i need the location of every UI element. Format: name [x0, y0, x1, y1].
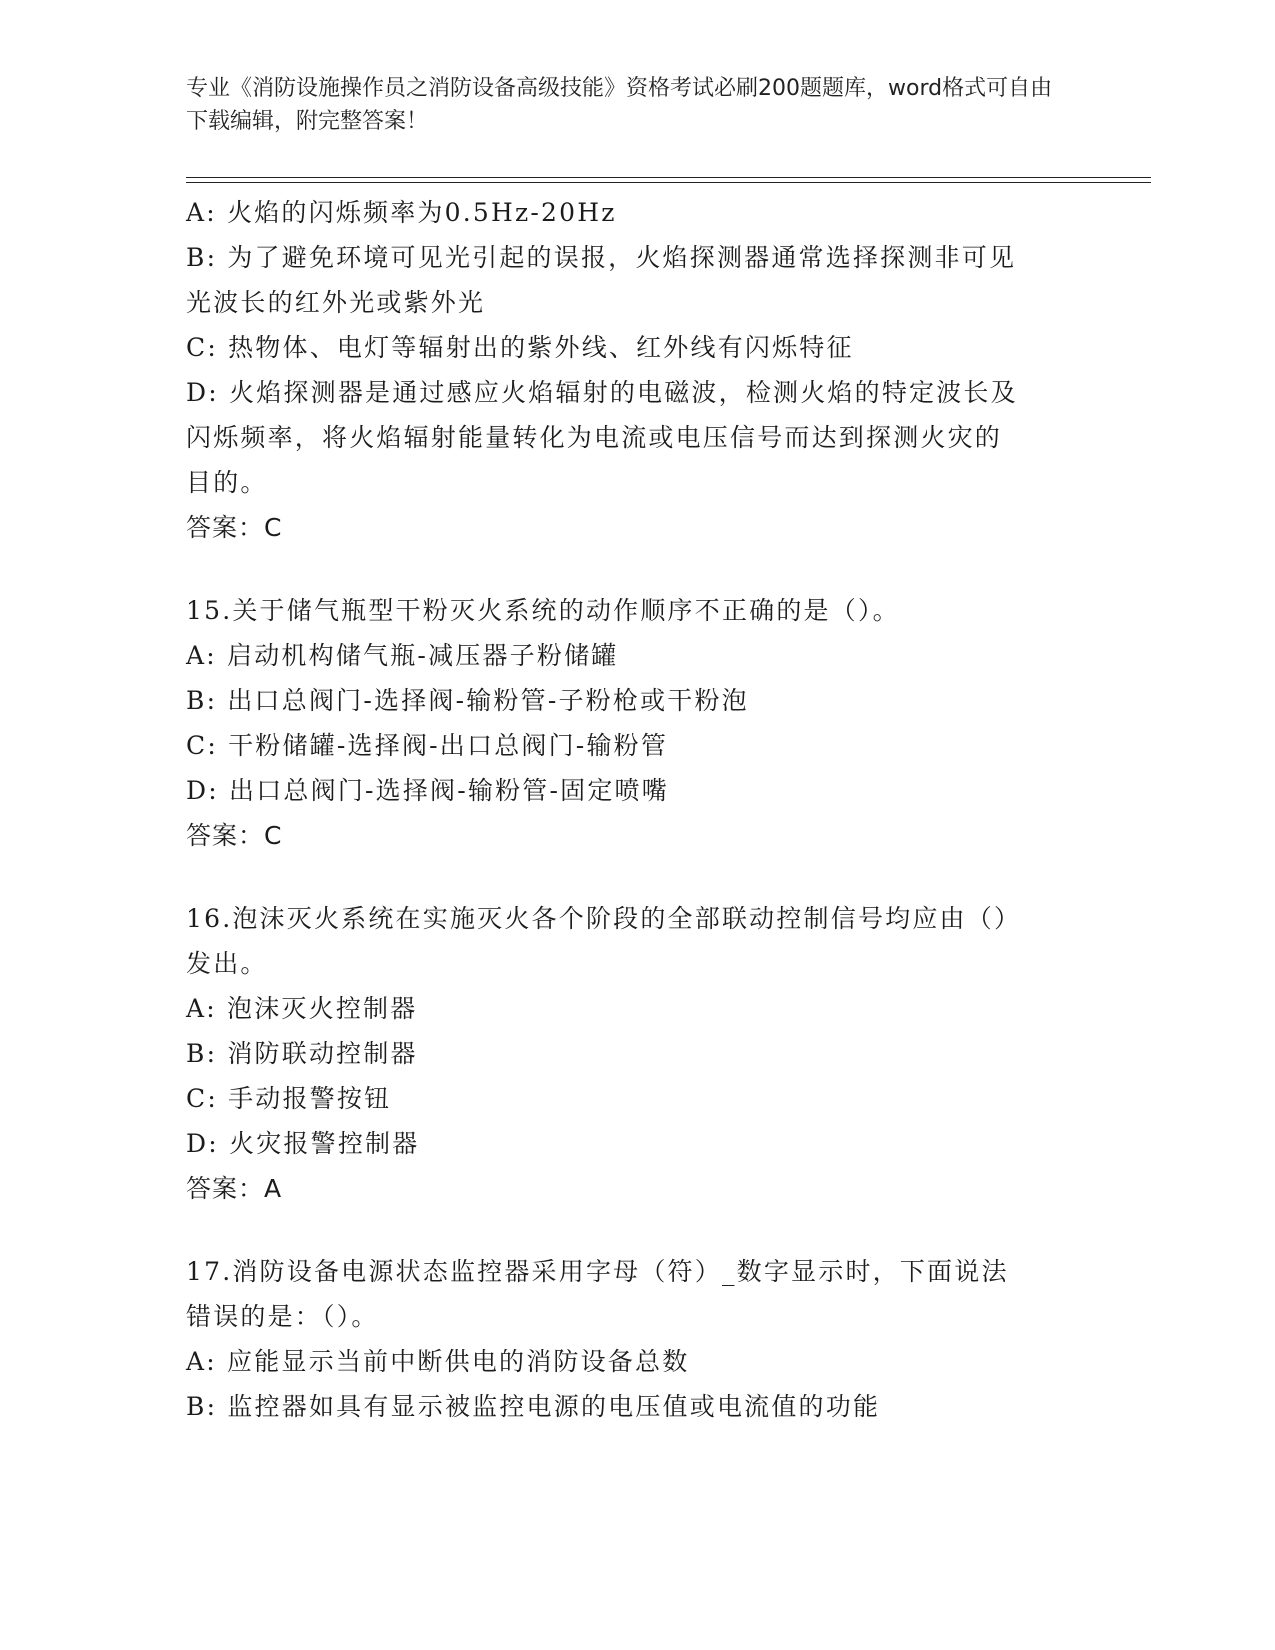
option-b-line-1: B: 为了避免环境可见光引起的误报，火焰探测器通常选择探测非可见 — [186, 243, 1017, 272]
question-stem-line-2: 错误的是：（）。 — [186, 1302, 379, 1331]
option-a: A: 火焰的闪烁频率为0.5Hz-20Hz — [186, 198, 617, 227]
header-rule-top — [186, 177, 1151, 178]
option-a: A: 启动机构储气瓶-减压器子粉储罐 — [186, 641, 619, 670]
answer-label: 答案：A — [186, 1174, 283, 1203]
option-c: C: 手动报警按钮 — [186, 1084, 392, 1113]
option-c: C: 干粉储罐-选择阀-出口总阀门-输粉管 — [186, 731, 669, 760]
option-d-line-3: 目的。 — [186, 468, 268, 497]
option-a: A: 泡沫灭火控制器 — [186, 994, 418, 1023]
question-16 — [186, 896, 1086, 1211]
answer-label: 答案：C — [186, 513, 283, 542]
spacer — [186, 858, 1086, 896]
question-stem-line-1: 16.泡沫灭火系统在实施灭火各个阶段的全部联动控制信号均应由（） — [186, 904, 1022, 933]
question-15 — [186, 588, 1086, 858]
spacer — [186, 550, 1086, 588]
question-14-fragment — [186, 190, 1086, 550]
option-d: D: 出口总阀门-选择阀-输粉管-固定喷嘴 — [186, 776, 669, 805]
question-17 — [186, 1249, 1086, 1429]
option-d-line-2: 闪烁频率，将火焰辐射能量转化为电流或电压信号而达到探测火灾的 — [186, 423, 1003, 452]
option-a: A: 应能显示当前中断供电的消防设备总数 — [186, 1347, 690, 1376]
question-stem: 15.关于储气瓶型干粉灭火系统的动作顺序不正确的是（）。 — [186, 596, 900, 625]
option-c: C: 热物体、电灯等辐射出的紫外线、红外线有闪烁特征 — [186, 333, 854, 362]
question-stem-line-2: 发出。 — [186, 949, 268, 978]
option-b: B: 出口总阀门-选择阀-输粉管-子粉枪或干粉泡 — [186, 686, 749, 715]
option-b: B: 消防联动控制器 — [186, 1039, 418, 1068]
document-body — [186, 190, 1086, 1429]
option-b-line-2: 光波长的红外光或紫外光 — [186, 288, 486, 317]
question-stem-line-1: 17.消防设备电源状态监控器采用字母（符）_数字显示时，下面说法 — [186, 1257, 1009, 1286]
header-rule-bottom — [186, 182, 1151, 183]
option-d: D: 火灾报警控制器 — [186, 1129, 420, 1158]
option-b: B: 监控器如具有显示被监控电源的电压值或电流值的功能 — [186, 1392, 881, 1421]
option-d-line-1: D: 火焰探测器是通过感应火焰辐射的电磁波，检测火焰的特定波长及 — [186, 378, 1018, 407]
spacer — [186, 1211, 1086, 1249]
answer-label: 答案：C — [186, 821, 283, 850]
document-header: 专业《消防设施操作员之消防设备高级技能》资格考试必刷200题题库，word格式可自由下载编辑，附完整答案！ — [186, 76, 1053, 134]
